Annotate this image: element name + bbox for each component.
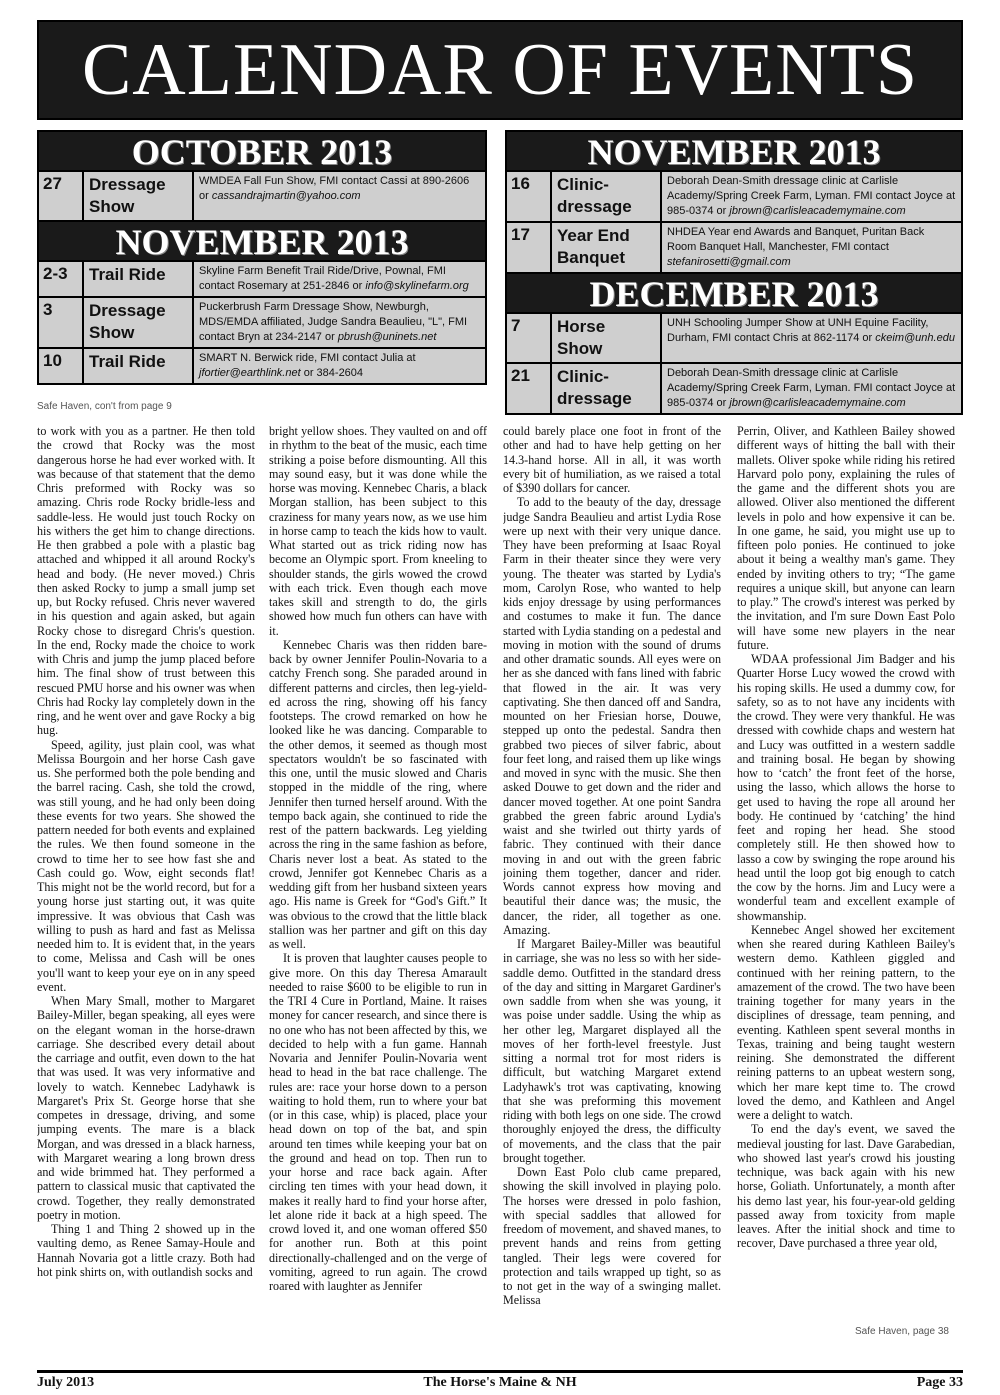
event-day: 21 [507,364,552,413]
event-type: Trail Ride [84,262,194,296]
calendar-event-row [507,223,961,274]
event-description [662,172,961,221]
continued-to-label: Safe Haven, page 38 [855,1326,949,1337]
event-day: 7 [507,314,552,362]
article-column-2 [269,424,487,1344]
event-type: Clinic- dressage [552,172,662,221]
event-day: 2-3 [39,262,84,296]
event-description-text: SMART N. Berwick ride, FMI contact Julia at [199,352,416,364]
footer-page-number: Page 33 [916,1375,963,1390]
event-description [662,364,961,413]
footer-publication: The Horse's Maine & NH [423,1375,577,1390]
article-paragraph: Thing 1 and Thing 2 showed up in the vaulting demo, as Renee Samay-Houle and Hannah Novaria got a little crazy. Both had hot pink shirts on, with outlandish socks and [37,1222,255,1279]
event-description-text: NHDEA Year end Awards and Banquet, Puritan Back Room Banquet Hall, Manchester, FMI contact [667,226,925,253]
article-paragraph: It is proven that laughter causes people to give more. On this day Theresa Amarault needed to raise $600 to be eligible to run in the TRI 4 Cure in Portland, Maine. It raises money for cancer research, and since there is no one who has not been affected by this, we decided to help with a fun game. Hannah Novaria and Jennifer Poulin-Novaria went head to head in the bat race challenge. The rules are: race your horse down to a person waiting to hold them, run to where your bat (or in this case, whip) is placed, place your head down on top of the bat, and spin around ten times while keeping your bat on the ground and head on top. Then run to your horse and race back again. After circling ten times with your head down, it makes it really hard to find your horse after, let alone ride it back at a high speed. The crowd loved it, and one woman offered $50 for another run. Both at this point directionally-challenged and on the verge of vomiting, agreed to run again. The crowd roared with laughter as Jennifer [269,951,487,1293]
article-column-3 [503,424,721,1344]
calendar-event-row [507,314,961,364]
event-description-text: Skyline Farm Benefit Trail Ride/Drive, Pownal, FMI contact Rosemary at 251-2846 or [199,265,446,292]
event-day: 10 [39,349,84,383]
event-type: Dressage Show [84,298,194,347]
calendar-month-heading: NOVEMBER 2013 [39,222,485,262]
article-column-4 [737,424,955,1344]
article-paragraph: Down East Polo club came prepared, showing the skill involved in playing polo. The horses were dressed in polo fashion, with special saddles that allowed for freedom of movement, and shaved manes, to prevent hands and reins from getting tangled. Their legs were covered for protection and tails wrapped up tight, so as to not get in the way of a swinging mallet. Melissa [503,1165,721,1308]
event-day: 3 [39,298,84,347]
article-paragraph: Kennebec Angel showed her excitement when she reared during Kathleen Bailey's western demo. Kathleen giggled and continued with her reining pattern, to the amazement of the crowd. The two have been training together for many years in the disciplines of dressage, team penning, and eventing. Kathleen spent several months in Texas, training and being taught western reining. She demonstrated the different reining patterns to an upbeat western song, which her mare kept time to. The crowd loved the demo, and Kathleen and Angel were a delight to watch. [737,922,955,1122]
masthead [37,20,963,120]
event-description [662,223,961,272]
event-contact-email: jfortier@earthlink.net [199,367,301,379]
calendar-right [505,130,963,415]
event-type: Trail Ride [84,349,194,383]
calendar-event-row [39,349,485,383]
event-day: 27 [39,172,84,220]
calendar-event-row [39,298,485,349]
continued-from-label: Safe Haven, con't from page 9 [37,401,172,412]
event-type: Year End Banquet [552,223,662,272]
article-paragraph: bright yellow shoes. They vaulted on and off in rhythm to the beat of the music, each time striking a poise before dismounting. All this may sound easy, but it was done while the horse was moving. Kennebec Charis, a black Morgan stallion, has been subject to this craziness for many years now, as we use him in horse camp to teach the kids how to vault. What started out as trick riding now has become an Olympic sport. From kneeling to shoulder stands, the girls wowed the crowd with each trick. Even though each move takes skill and strength to do, the girls showed how much fun others can have with it. [269,424,487,638]
event-description [194,172,485,220]
footer-rule [37,1370,963,1373]
event-description [194,349,485,383]
event-contact-email: jbrown@carlisleacademymaine.com [729,205,906,217]
event-contact-email: cassandrajmartin@yahoo.com [211,190,361,202]
article-paragraph: Perrin, Oliver, and Kathleen Bailey showed different ways of hitting the ball with their mallets. Oliver spoke while riding his retired Harvard polo pony, explaining the rules of the game and the different shots you are allowed. Oliver also mentioned the different levels in polo and how expensive it can be. In one game, he said, you might use up to fifteen polo ponies. He continued to joke about it being a wealthy man's game. They ended by inviting others to try; “The game requires a unique skill, but anyone can learn to play.” The crowd's interest was perked by the invitation, and I'm sure Down East Polo will have some new players in the near future. [737,424,955,652]
event-type: Dressage Show [84,172,194,220]
event-description-text: Puckerbrush Farm Dressage Show, Newburgh, MDS/EMDA affiliated, Judge Sandra Beaulieu, "L", FMI contact Bryn at 234-2147 or [199,301,468,343]
article-paragraph: If Margaret Bailey-Miller was beautiful in carriage, she was no less so with her side-saddle demo. Outfitted in the standard dress of the day and sitting in Margaret Gardiner's own saddle from when she was young, it was poise under saddle. Using the whip as her other leg, Margaret displayed all the moves of her forth-level freestyle. Just sitting a normal trot for most riders is difficult, but watching Margaret extend Ladyhawk's trot was captivating, knowing that she was preforming this movement riding with both legs on one side. The crowd thoroughly enjoyed the dress, the difficulty of movements, and the class that the pair brought together. [503,937,721,1165]
calendar-month-heading: OCTOBER 2013 [39,132,485,172]
event-type: Horse Show [552,314,662,362]
article-paragraph: Speed, agility, just plain cool, was what Melissa Bourgoin and her horse Cash gave us. She performed both the pole bending and the barrel racing. Cash, she told the crowd, was still young, and he had only been doing these events for two years. She showed the pattern needed for both events and explained the rules. We then found someone in the crowd to time her to see how fast she and Cash could go. Wow, eight seconds flat! This might not be the world record, but for a young horse just starting out, it was quite impressive. It was obvious that Cash was willing to push as hard and fast as Melissa needed him to. It is evident that, in the years to come, Melissa and Cash will be ones you'll want to keep your eye on in any speed event. [37,737,255,994]
event-contact-email: pbrush@uninets.net [337,331,437,343]
event-description [194,262,485,296]
event-contact-email: jbrown@carlisleacademymaine.com [729,397,906,409]
calendar-event-row [507,172,961,223]
calendar-event-row [39,262,485,298]
event-description-text: WMDEA Fall Fun Show, FMI contact Cassi at 890-2606 or [199,175,470,202]
event-description-after: or 384-2604 [300,367,364,379]
event-description-text: Deborah Dean-Smith dressage clinic at Carlisle Academy/Spring Creek Farm, Lyman. FMI contact Joyce at 985-0374 or [667,175,956,217]
event-description [194,298,485,347]
event-day: 16 [507,172,552,221]
calendar-month-heading: NOVEMBER 2013 [507,132,961,172]
event-contact-email: stefanirosetti@gmail.com [667,256,791,268]
article-column-1 [37,424,255,1344]
calendar-left [37,130,487,385]
event-description [662,314,961,362]
page-title: CALENDAR OF EVENTS [81,29,919,111]
event-day: 17 [507,223,552,272]
article-paragraph: to work with you as a partner. He then told the crowd that Rocky was the most dangerous horse he had ever worked with. It was because of that statement that the demo Chris preformed with Rocky was so amazing. Chris rode Rocky bridle-less and saddle-less. He would just touch Rocky on his withers the get him to change directions. He then grabbed a pole with a plastic bag attached and whipped it all around Rocky's head and body. (He never moved.) Chris then asked Rocky to jump a small jump set up, but Rocky refused. Chris never wavered in his question and again asked, but again Rocky chose to disregard Chris's question. In the end, Rocky made the choice to work with Chris and jump the jump placed before him. The final show of trust between this rescued PMU horse and his owner was when Chris had Rocky lay completely down in the ring, and he went over and gave Rocky a big hug. [37,424,255,738]
event-contact-email: info@skylinefarm.org [365,280,469,292]
calendar-month-heading: DECEMBER 2013 [507,274,961,314]
event-description-text: UNH Schooling Jumper Show at UNH Equine Facility, Durham, FMI contact Chris at 862-1174 or [667,317,929,344]
article-paragraph: WDAA professional Jim Badger and his Quarter Horse Lucy wowed the crowd with his roping skills. He used a dummy cow, for safety, so as to not have any incidents with the crowd. They were very thankful. He was dressed with cowhide chaps and western hat and Lucy was outfitted in a western saddle and training bosal. He began by showing how to ‘catch’ the front feet of the horse, using the lasso, which allows the horse to get used to having the rope all around her body. He continued by ‘catching’ the hind feet and roping her head. She stood completely still. He then showed how to lasso a cow by swinging the rope around his head until the loop got big enough to catch the cow by the horns. Jim and Lucy were a wonderful team and excellent example of showmanship. [737,652,955,923]
article-paragraph: To end the day's event, we saved the medieval jousting for last. Dave Garabedian, who showed last year's crowd his jousting technique, was back again with his new horse, Goliath. Unfortunately, a month after his demo last year, his four-year-old gelding passed away from toxicity from maple leaves. After the initial shock and time to recover, Dave purchased a three year old, [737,1122,955,1251]
calendar-event-row [39,172,485,222]
article-paragraph: could barely place one foot in front of the other and had to have help getting on her 14.3-hand horse. All in all, it was worth every bit of humiliation, as we raised a total of $390 dollars for cancer. [503,424,721,495]
calendar-event-row [507,364,961,413]
article-paragraph: To add to the beauty of the day, dressage judge Sandra Beaulieu and artist Lydia Rose were up next with their very unique dance. They have been preforming at Isaac Royal Farm in their theater since they were very young. The theater was started by Lydia's mom, Carolyn Rose, who wanted to help kids enjoy dressage by using performances and costumes to make it fun. The dance started with Lydia standing on a pedestal and moving in motion with the sound of drums and other dramatic sounds. All eyes were on her as she danced with fans lined with fabric that flowed in the air. It was very captivating. She then danced off and Sandra, mounted on her Friesian horse, Douwe, stepped up onto the pedestal. Sandra then grabbed two pieces of silver fabric, about four feet long, and raised them up like wings and moved in sync with the music. She then asked Douwe to get down and the rider and dancer moved together. At one point Sandra grabbed the green fabric around Lydia's waist and she twirled out thirty yards of fabric. They continued with their dance moving in and out with the green fabric joining them together, dancer and rider. Words cannot express how moving and beautiful their dance was; the music, the dancer, the rider, all together as one. Amazing. [503,495,721,937]
event-type: Clinic- dressage [552,364,662,413]
article-paragraph: When Mary Small, mother to Margaret Bailey-Miller, began speaking, all eyes were on the elegant woman in the horse-drawn carriage. She described every detail about the carriage and outfit, even down to the hat that was used. It was very informative and lovely to watch. Kennebec Ladyhawk is Margaret's Prix St. George horse that she competes in dressage, driving, and some jumping events. The mare is a black Morgan, and was dressed in a black harness, with Margaret wearing a long brown dress and wide brimmed hat. They performed a pattern to classical music that captivated the crowd. Together, they really demonstrated poetry in motion. [37,994,255,1222]
event-description-text: Deborah Dean-Smith dressage clinic at Carlisle Academy/Spring Creek Farm, Lyman. FMI contact Joyce at 985-0374 or [667,367,956,409]
footer-date: July 2013 [37,1375,95,1390]
event-contact-email: ckeim@unh.edu [875,332,955,344]
article-paragraph: Kennebec Charis was then ridden bare-back by owner Jennifer Poulin-Novaria to a catchy French song. She paraded around in different patterns and circles, then leg-yield-ed across the ring, showing off his fancy footsteps. The crowd remarked on how he looked like he was dancing. Comparable to the other demos, it seemed as though most spectators wouldn't be so fascinated with this one, until the music slowed and Charis stopped in the middle of the ring, where Jennifer then turned herself around. With the tempo back again, she continued to ride the rest of the pattern backwards. Leg yielding across the ring in the same fashion as before, Charis never lost a beat. As stated to the crowd, Jennifer got Kennebec Charis as a wedding gift from her husband sixteen years ago. His name is Greek for “God's Gift.” It was obvious to the crowd that the little black stallion was her partner and gift on this day as well. [269,637,487,951]
